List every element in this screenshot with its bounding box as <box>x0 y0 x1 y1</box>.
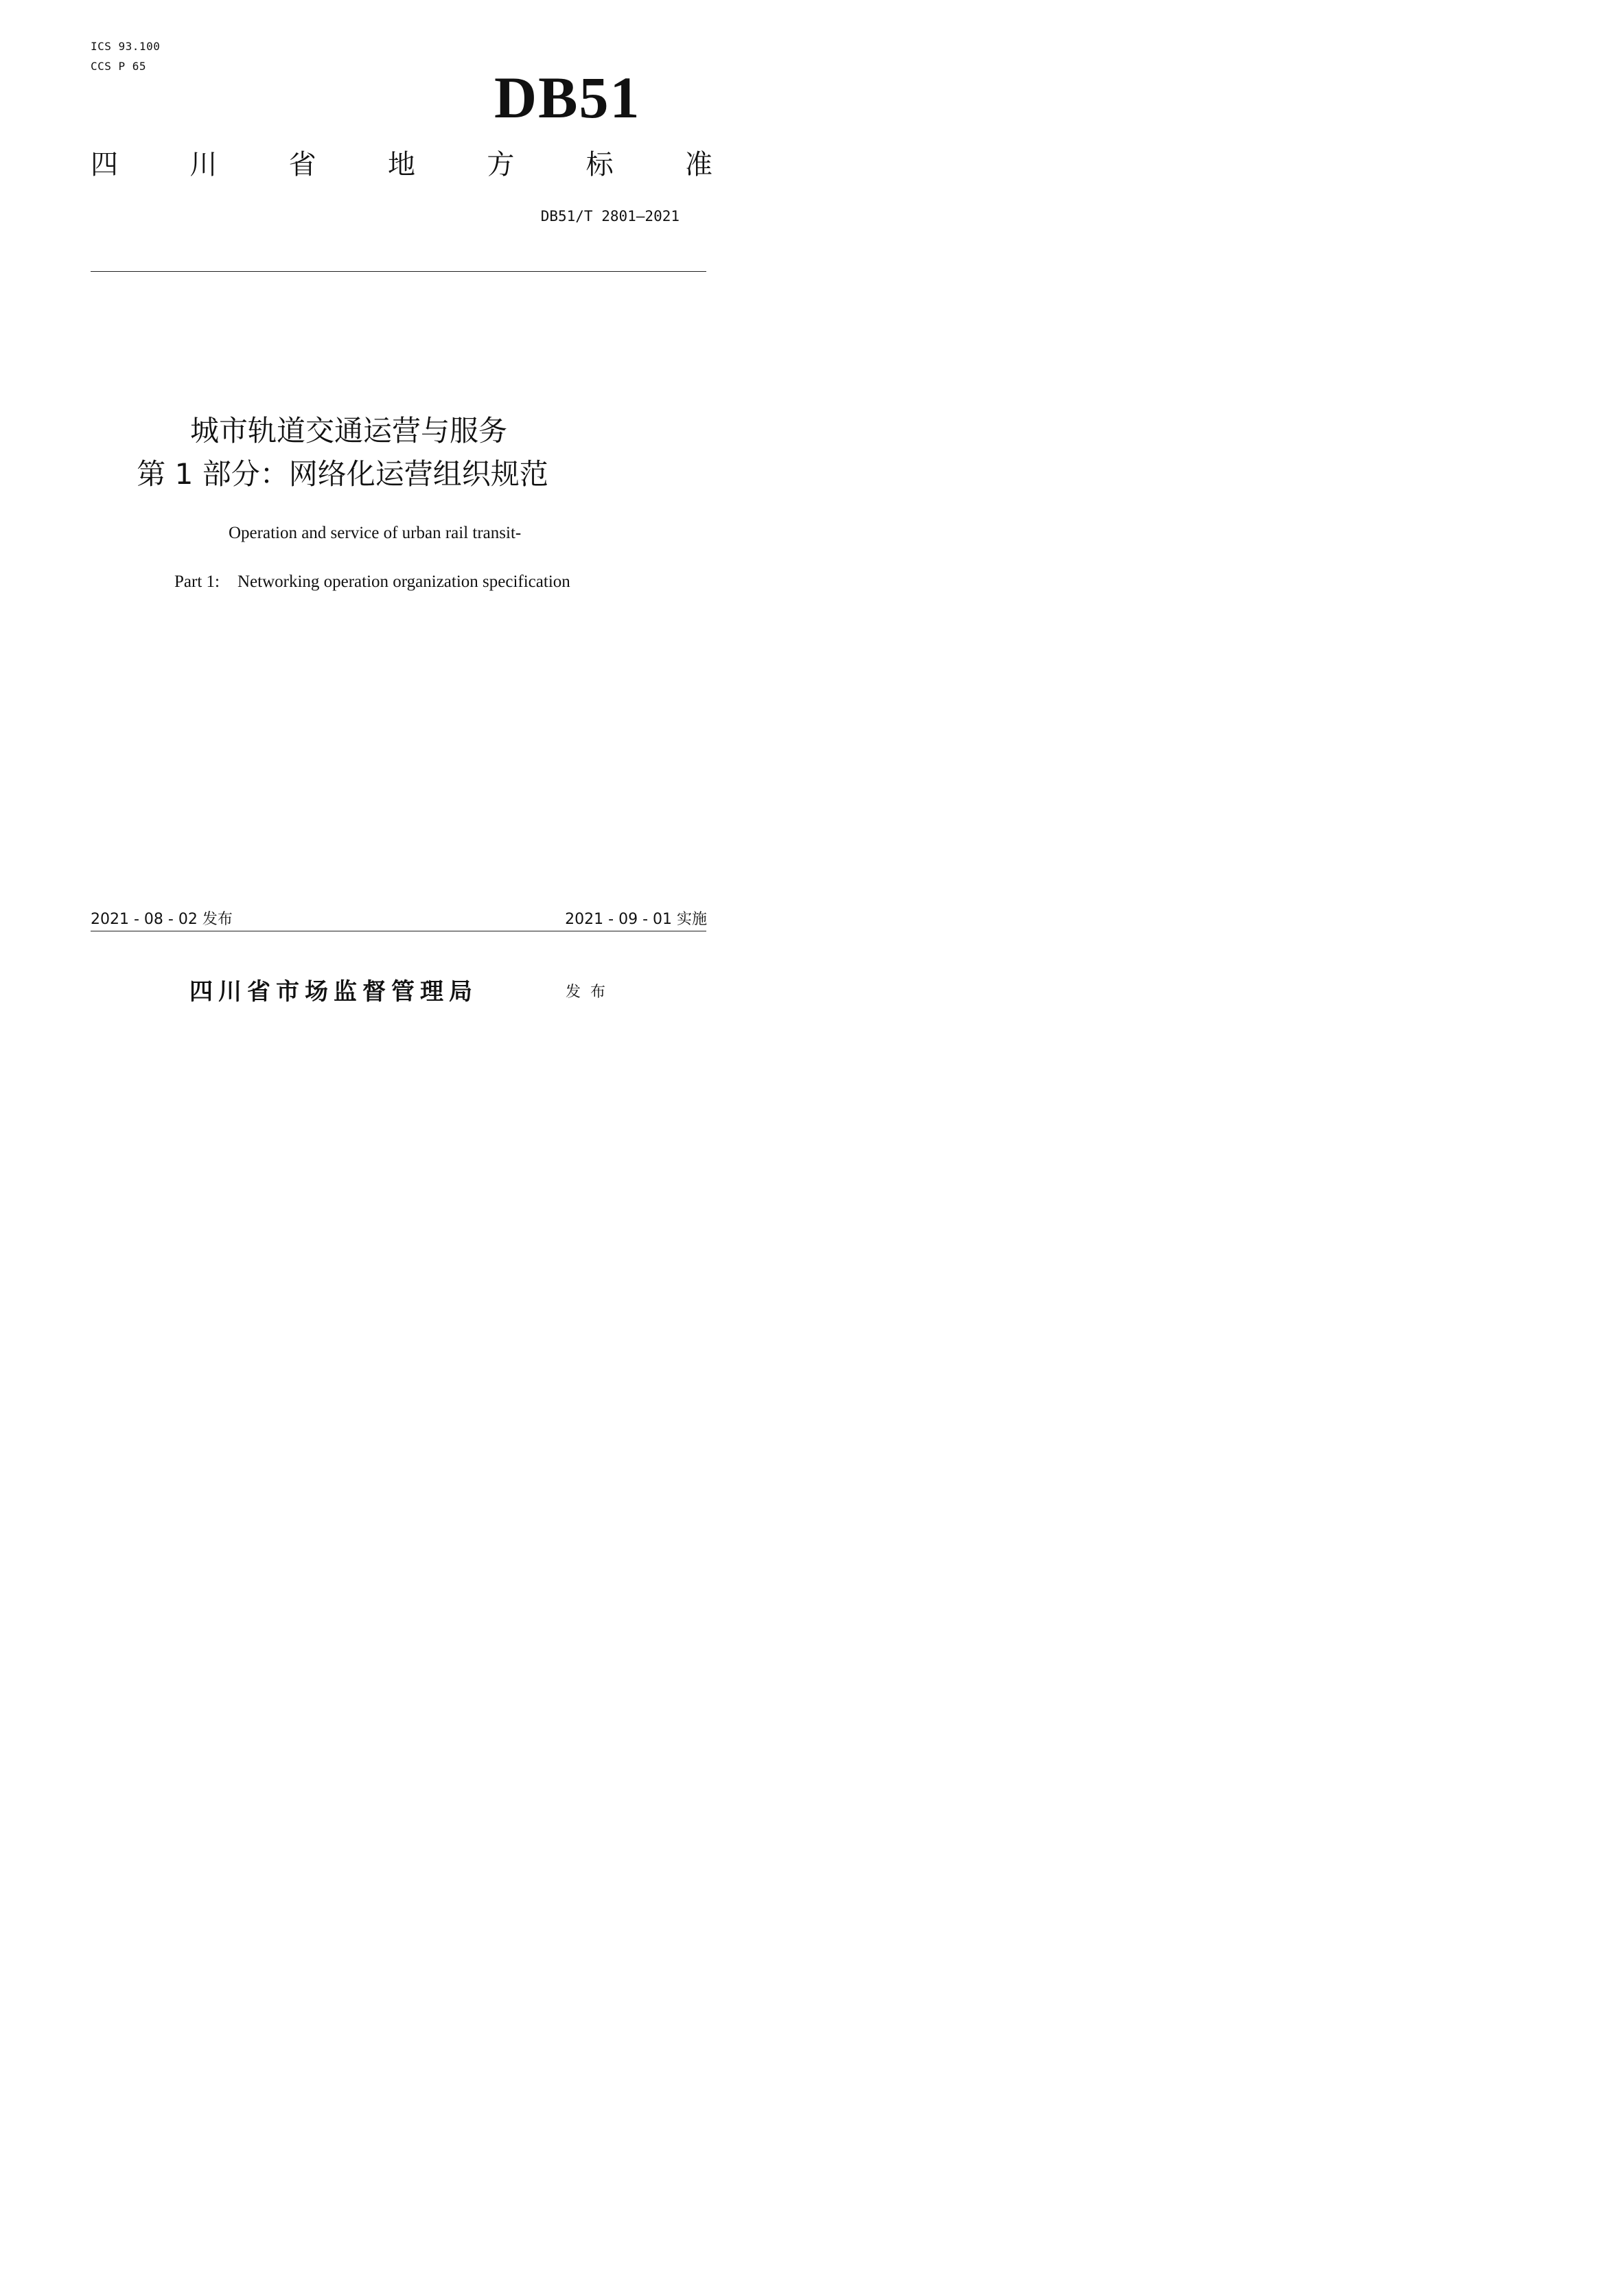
standard-type-char: 方 <box>487 149 515 181</box>
ccs-code: CCS P 65 <box>91 60 147 73</box>
standard-type-char: 川 <box>189 149 218 181</box>
implementation-date: 2021 - 09 - 01 实施 <box>565 911 707 928</box>
standard-type-char: 准 <box>684 149 712 181</box>
standard-type-heading <box>91 147 712 183</box>
standard-type-char: 标 <box>585 149 614 181</box>
standard-type-char: 地 <box>387 149 415 181</box>
issue-date: 2021 - 08 - 02 发布 <box>91 911 233 928</box>
publish-label: 发布 <box>566 984 616 1001</box>
standard-type-char: 四 <box>91 149 118 181</box>
db-standard-mark: DB51 <box>494 65 641 130</box>
title-chinese-line-2: 第 1 部分：网络化运营组织规范 <box>137 457 548 491</box>
publisher-name: 四川省市场监督管理局 <box>189 978 478 1006</box>
ics-code: ICS 93.100 <box>91 40 161 53</box>
standard-number: DB51/T 2801—2021 <box>540 208 680 224</box>
standard-cover-page <box>0 0 758 1071</box>
header-divider <box>91 271 706 272</box>
title-english-line-2 <box>174 571 570 593</box>
title-english-part-label: Part 1: <box>174 572 220 591</box>
standard-type-char: 省 <box>288 149 316 181</box>
title-english-line-1: Operation and service of urban rail transit- <box>229 524 522 542</box>
title-chinese-line-1: 城市轨道交通运营与服务 <box>189 414 507 448</box>
title-english-part-text: Networking operation organization specification <box>237 572 570 591</box>
